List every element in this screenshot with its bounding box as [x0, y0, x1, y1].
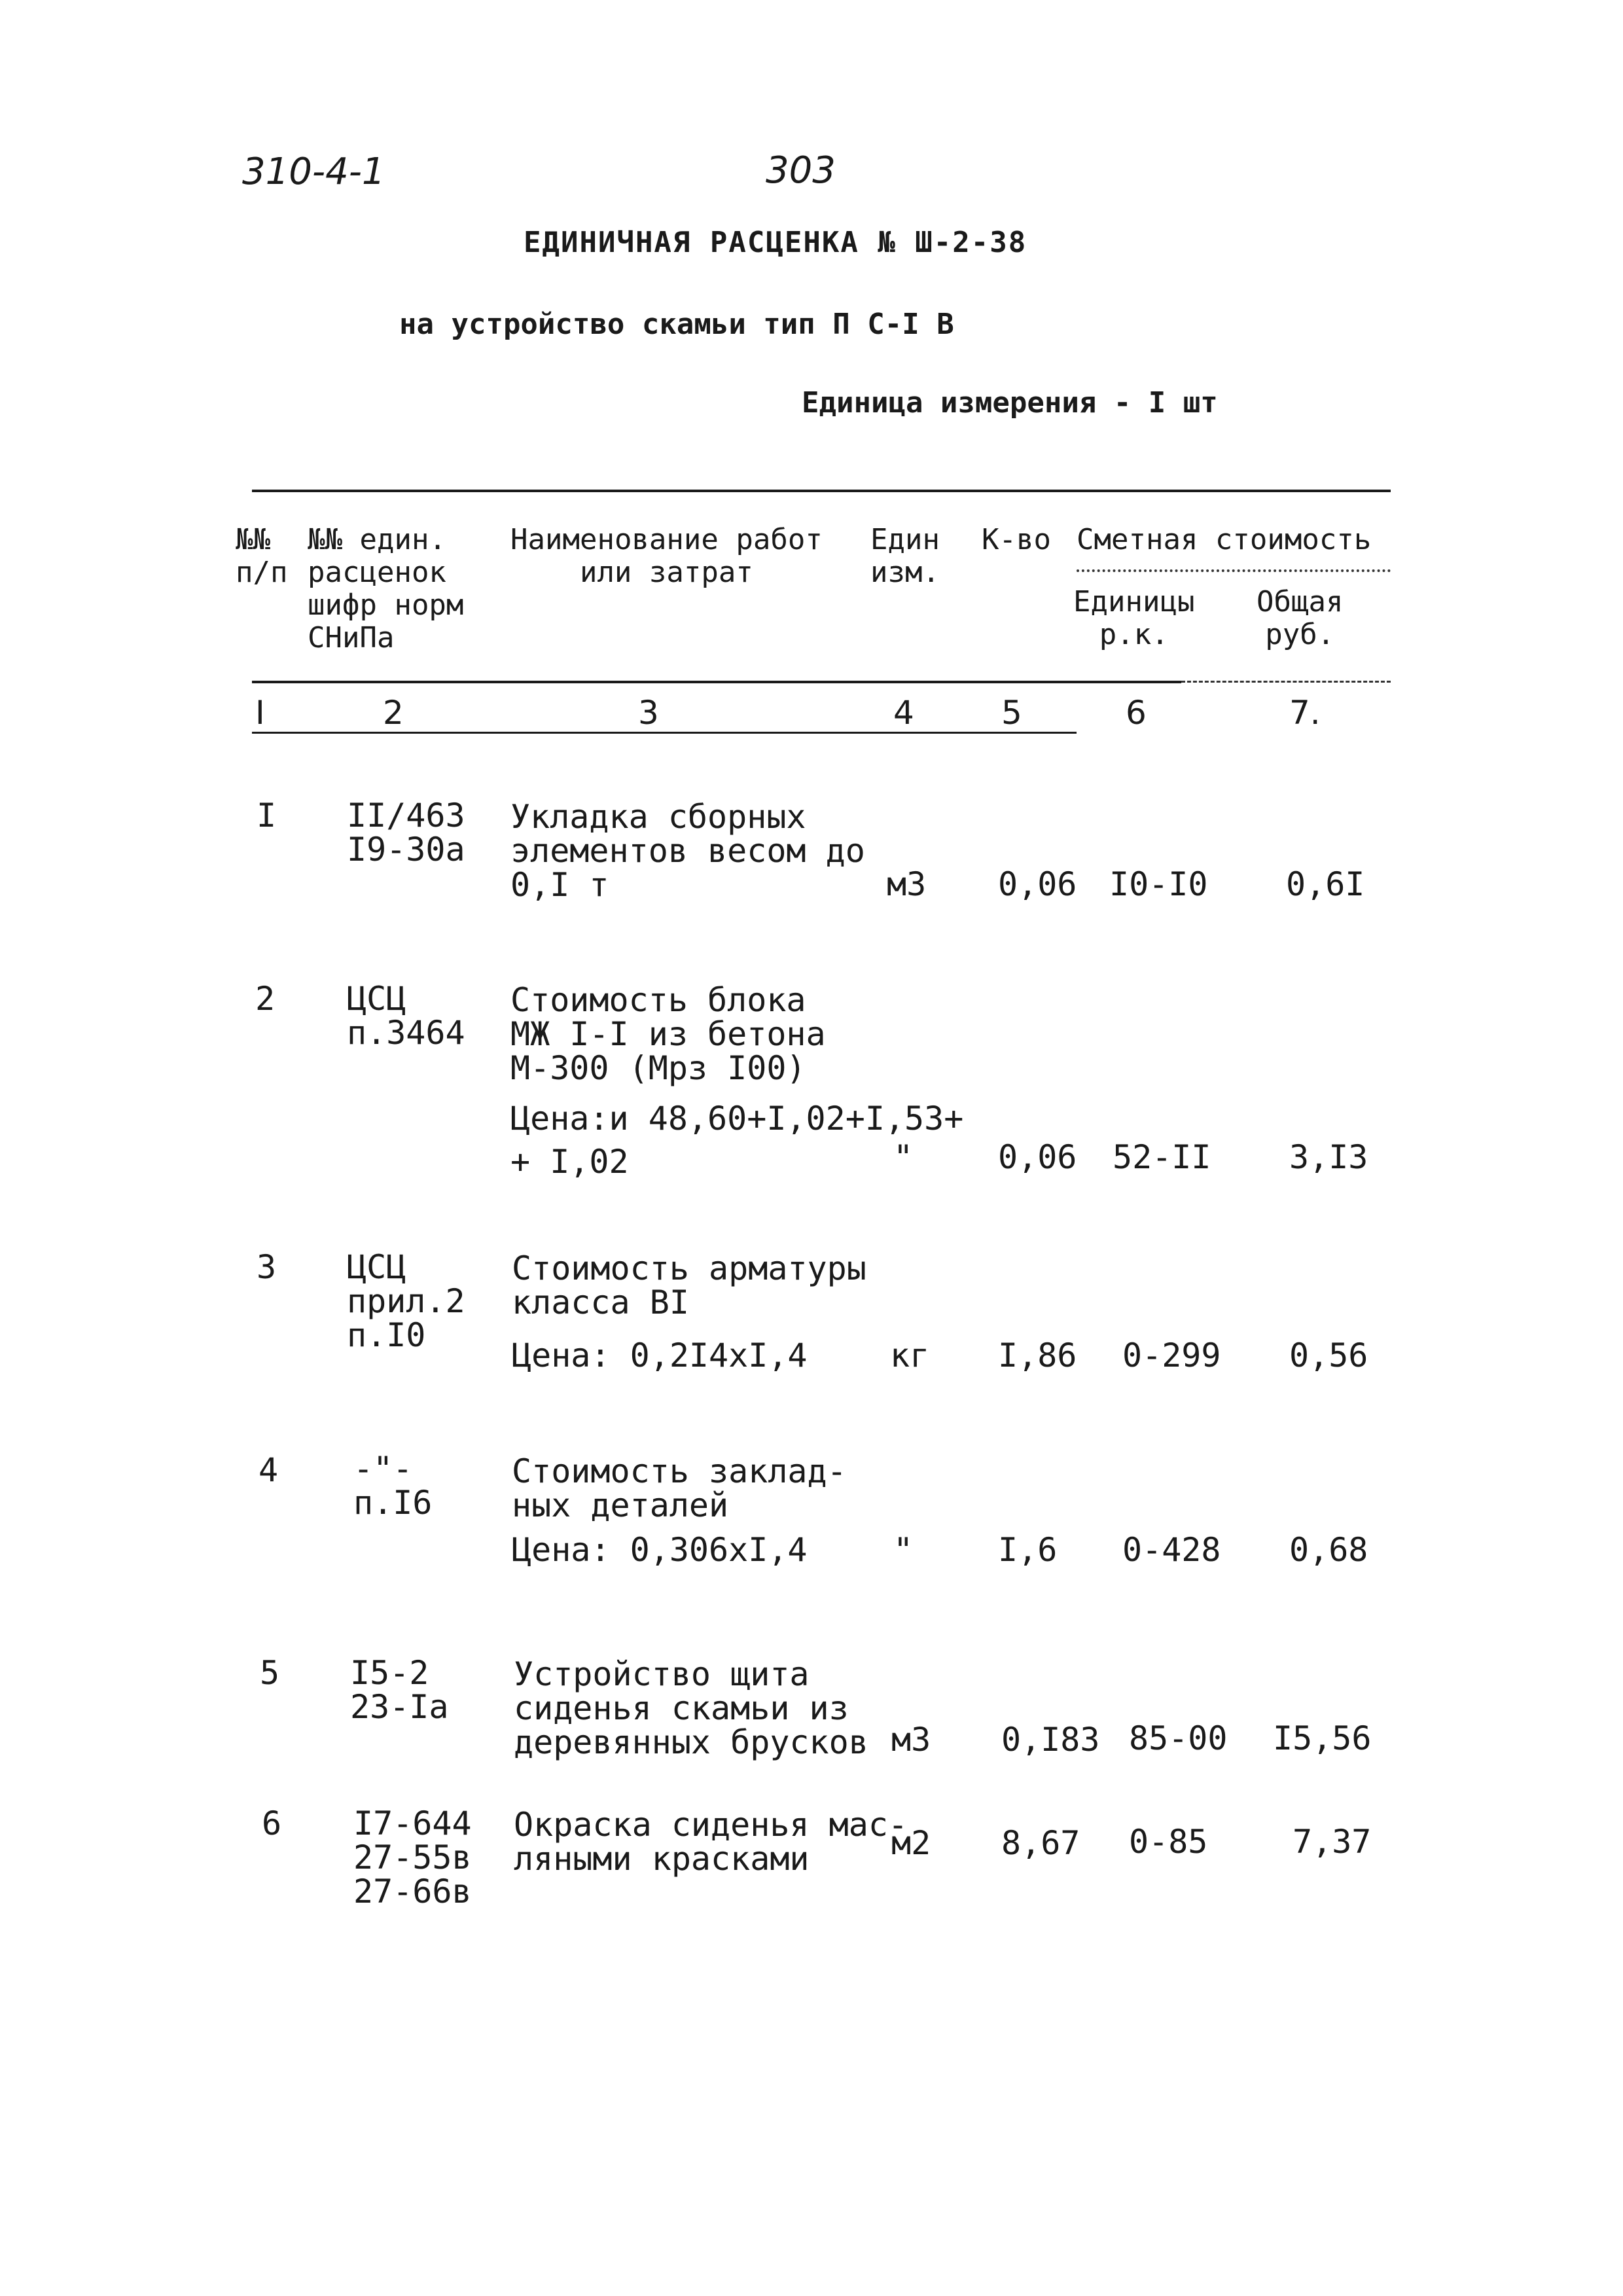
- row-4-quantity: I,6: [998, 1531, 1058, 1569]
- header-cost-divider: [1077, 569, 1391, 572]
- header-total-price: Общая руб.: [1257, 585, 1344, 651]
- row-1-unit-price: I0-I0: [1109, 865, 1208, 903]
- page-number: 303: [766, 149, 836, 192]
- row-5-name: Устройство щита сиденья скамьи из деревянных брусков: [514, 1655, 868, 1761]
- header-unit: Един изм.: [870, 523, 940, 589]
- row-4-unit-price: 0-428: [1122, 1531, 1221, 1569]
- row-1-code: II/463 I9-30а: [347, 797, 465, 869]
- row-3-price-formula: Цена: 0,2I4хI,4: [512, 1336, 808, 1374]
- column-number-7: 7.: [1289, 694, 1321, 732]
- row-2-number: 2: [255, 980, 276, 1018]
- row-5-unit: м3: [891, 1721, 931, 1759]
- row-4-name: Стоимость заклад- ных деталей: [512, 1452, 847, 1524]
- row-6-number: 6: [262, 1804, 282, 1842]
- row-3-name: Стоимость арматуры класса ВI: [512, 1249, 866, 1321]
- header-estimated-cost: Сметная стоимость: [1077, 523, 1372, 556]
- row-5-unit-price: 85-00: [1129, 1719, 1228, 1757]
- row-3-unit: кг: [890, 1336, 930, 1374]
- table-top-rule: [252, 490, 1391, 492]
- row-6-unit-price: 0-85: [1129, 1823, 1208, 1861]
- row-1-total: 0,6I: [1286, 865, 1365, 903]
- row-4-number: 4: [259, 1451, 279, 1489]
- row-4-unit: ": [893, 1531, 914, 1569]
- column-number-5: 5: [1001, 694, 1022, 732]
- row-3-number: 3: [257, 1248, 277, 1286]
- document-code: 310-4-1: [242, 151, 385, 193]
- row-5-number: 5: [260, 1654, 280, 1692]
- column-number-6: 6: [1126, 694, 1147, 732]
- header-rate-code: №№ един. расценок шифр норм СНиПа: [308, 523, 464, 655]
- row-3-quantity: I,86: [998, 1336, 1077, 1374]
- column-number-2: 2: [383, 694, 404, 732]
- header-row-number: №№ п/п: [236, 523, 288, 589]
- header-quantity: К-во: [982, 523, 1051, 556]
- column-number-3: 3: [638, 694, 659, 732]
- row-6-code: I7-644 27-55в 27-66в: [353, 1804, 472, 1910]
- row-2-name: Стоимость блока МЖ I-I из бетона М-300 (Мрз I00): [510, 981, 826, 1087]
- row-5-total: I5,56: [1273, 1719, 1372, 1757]
- row-2-code: ЦСЦ п.3464: [347, 980, 465, 1052]
- header-unit-price: Единицы р.к.: [1073, 585, 1195, 651]
- column-number-4: 4: [893, 694, 914, 732]
- header-bottom-rule: [252, 681, 1181, 683]
- row-5-code: I5-2 23-Iа: [350, 1654, 449, 1726]
- measurement-unit: Единица измерения - I шт: [802, 386, 1218, 420]
- row-6-unit: м2: [891, 1824, 931, 1862]
- document-subtitle: на устройство скамьи тип П С-I В: [399, 308, 954, 341]
- row-2-total: 3,I3: [1289, 1138, 1368, 1176]
- row-6-quantity: 8,67: [1001, 1824, 1080, 1862]
- row-2-unit: ": [893, 1138, 914, 1176]
- row-3-code: ЦСЦ прил.2 п.I0: [347, 1248, 465, 1354]
- row-6-total: 7,37: [1293, 1823, 1372, 1861]
- row-4-total: 0,68: [1289, 1531, 1368, 1569]
- row-3-unit-price: 0-299: [1122, 1336, 1221, 1374]
- row-5-quantity: 0,I83: [1001, 1721, 1100, 1759]
- row-4-price-formula: Цена: 0,306хI,4: [512, 1531, 808, 1569]
- row-6-name: Окраска сиденья мас- ляными красками: [514, 1806, 908, 1878]
- document-title: ЕДИНИЧНАЯ РАСЦЕНКА № Ш-2-38: [524, 226, 1027, 259]
- row-1-name: Укладка сборных элементов весом до 0,I т: [510, 798, 865, 904]
- row-2-quantity: 0,06: [998, 1138, 1077, 1176]
- row-1-unit: м3: [887, 865, 927, 903]
- column-numbers-underline: [252, 732, 1077, 734]
- column-number-1: I: [255, 694, 265, 732]
- header-bottom-rule-dashed: [1181, 681, 1391, 683]
- row-1-number: I: [257, 797, 277, 834]
- header-work-name: Наименование работ или затрат: [510, 523, 823, 589]
- row-1-quantity: 0,06: [998, 865, 1077, 903]
- row-2-unit-price: 52-II: [1113, 1138, 1211, 1176]
- row-2-price-formula: Цена:и 48,60+I,02+I,53+ + I,02: [510, 1100, 964, 1181]
- row-3-total: 0,56: [1289, 1336, 1368, 1374]
- row-4-code: -"- п.I6: [353, 1450, 433, 1522]
